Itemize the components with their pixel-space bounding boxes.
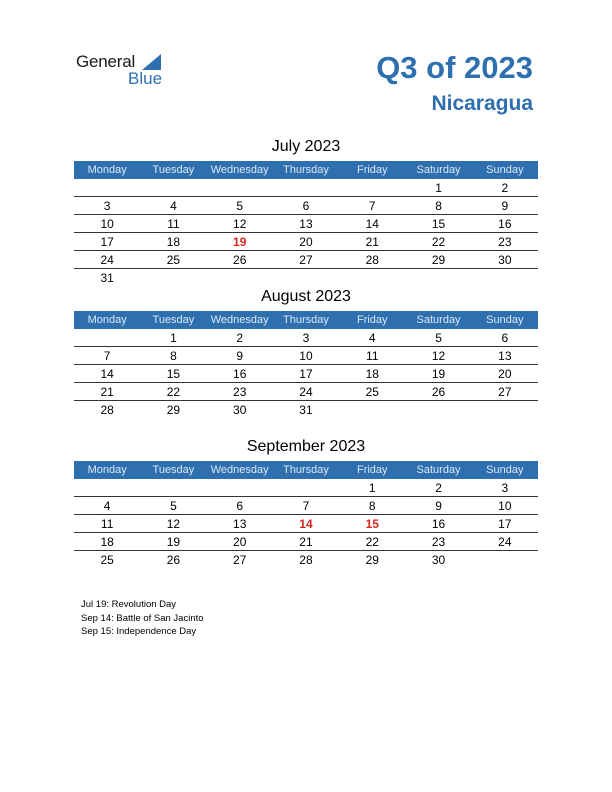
day-cell: 16: [431, 516, 446, 531]
day-cell: 14: [100, 366, 114, 381]
day-cell: 6: [236, 498, 244, 513]
day-cell: 25: [166, 252, 181, 267]
day-cell: 4: [170, 198, 177, 213]
day-cell: 9: [236, 348, 244, 363]
weekday-label: Friday: [356, 314, 388, 326]
week-row: [74, 533, 538, 551]
day-cell: 6: [302, 198, 310, 213]
day-cell: 24: [498, 534, 512, 549]
day-cell: 1: [368, 480, 376, 495]
day-cell: 12: [233, 216, 247, 231]
day-cell: 12: [166, 516, 181, 531]
day-cell: 11: [100, 516, 114, 531]
day-cell: 16: [233, 366, 247, 381]
day-cell: 18: [100, 534, 114, 549]
day-cell: 22: [166, 384, 181, 399]
week-row: [74, 329, 538, 347]
day-cell: 2: [236, 330, 244, 345]
day-cell: 3: [501, 480, 509, 495]
day-cell: 11: [167, 216, 180, 231]
week-row: [74, 479, 538, 497]
day-cell: 18: [166, 234, 181, 249]
day-cell: 21: [100, 384, 114, 399]
week-row: [74, 197, 538, 215]
country-name: Nicaragua: [431, 92, 533, 115]
day-cell: 25: [365, 384, 379, 399]
month-august: [74, 286, 538, 418]
week-row: [74, 233, 538, 251]
day-cell: 17: [498, 516, 512, 531]
day-cell: 4: [103, 498, 111, 513]
weekday-label: Wednesday: [210, 164, 269, 176]
day-cell: 10: [299, 348, 313, 363]
holiday-note: Sep 15: Independence Day: [81, 626, 197, 637]
weekday-label: Sunday: [486, 314, 524, 326]
day-cell: 28: [365, 252, 379, 267]
day-cell: 24: [299, 384, 313, 399]
day-cell: 13: [498, 348, 512, 363]
day-cell: 3: [302, 330, 310, 345]
day-cell: 12: [431, 348, 446, 363]
day-cell: 7: [368, 198, 376, 213]
day-cell: 15: [166, 366, 181, 381]
day-cell: 29: [166, 402, 181, 417]
day-cell: 20: [498, 366, 512, 381]
weekday-label: Wednesday: [210, 314, 269, 326]
weekday-label: Thursday: [283, 314, 329, 326]
day-cell: 18: [365, 366, 379, 381]
day-cell: 28: [299, 552, 313, 567]
day-cell: 5: [236, 198, 244, 213]
weekday-label: Tuesday: [152, 464, 195, 476]
day-cell: 5: [435, 330, 442, 345]
day-cell: 21: [299, 534, 313, 549]
month-july: [74, 136, 538, 286]
weekday-label: Wednesday: [210, 464, 269, 476]
day-cell: 23: [498, 234, 512, 249]
day-cell: 30: [233, 402, 247, 417]
day-cell: 8: [368, 498, 376, 513]
day-cell: 29: [431, 252, 446, 267]
logo-triangle-icon: [142, 54, 161, 70]
day-cell: 16: [498, 216, 512, 231]
day-cell: 10: [100, 216, 114, 231]
day-cell: 13: [299, 216, 313, 231]
day-cell: 13: [233, 516, 247, 531]
week-row: [74, 179, 538, 197]
day-cell: 22: [431, 234, 446, 249]
week-row: [74, 551, 538, 568]
logo-blue-text: Blue: [128, 69, 163, 88]
day-cell: 15: [431, 216, 446, 231]
day-cell: 10: [498, 498, 512, 513]
week-row: [74, 251, 538, 269]
day-cell: 27: [498, 384, 512, 399]
weekday-header: [74, 311, 538, 329]
day-cell: 4: [368, 330, 376, 345]
day-cell: 30: [431, 552, 446, 567]
day-cell: 29: [365, 552, 379, 567]
week-row: [74, 401, 538, 418]
day-cell: 26: [233, 252, 247, 267]
day-cell: 2: [501, 180, 509, 195]
day-cell: 2: [435, 480, 442, 495]
day-cell: 30: [498, 252, 512, 267]
month-september: [74, 436, 538, 568]
month-grid: [74, 329, 538, 418]
day-cell: 27: [299, 252, 313, 267]
weekday-label: Tuesday: [152, 314, 195, 326]
logo: [76, 52, 186, 88]
day-cell: 28: [100, 402, 114, 417]
weekday-header: [74, 161, 538, 179]
weekday-label: Friday: [356, 164, 388, 176]
week-row: [74, 383, 538, 401]
weekday-header: [74, 461, 538, 479]
day-cell: 19: [166, 534, 181, 549]
week-row: [74, 269, 538, 286]
page-title: Q3 of 2023: [376, 50, 533, 85]
day-cell: 7: [103, 348, 111, 363]
day-cell: 24: [100, 252, 114, 267]
weekday-label: Saturday: [416, 464, 461, 476]
day-cell: 5: [170, 498, 177, 513]
day-cell: 11: [366, 348, 379, 363]
day-cell: 27: [233, 552, 247, 567]
day-cell: 9: [435, 498, 442, 513]
holiday-note: Sep 14: Battle of San Jacinto: [81, 612, 204, 624]
holiday-note: Jul 19: Revolution Day: [81, 599, 177, 610]
weekday-label: Monday: [87, 464, 127, 476]
week-row: [74, 515, 538, 533]
weekday-label: Monday: [87, 314, 127, 326]
day-cell: 14: [365, 216, 379, 231]
day-cell: 1: [435, 180, 442, 195]
day-cell: 21: [365, 234, 379, 249]
day-cell: 20: [299, 234, 313, 249]
logo-general-text: General: [76, 52, 136, 71]
day-cell: 14: [299, 516, 313, 531]
day-cell: 31: [299, 402, 313, 417]
weekday-label: Sunday: [486, 164, 524, 176]
day-cell: 15: [365, 516, 379, 531]
day-cell: 1: [170, 330, 177, 345]
weekday-label: Monday: [87, 164, 127, 176]
week-row: [74, 215, 538, 233]
weekday-label: Tuesday: [152, 164, 195, 176]
week-row: [74, 497, 538, 515]
day-cell: 23: [431, 534, 446, 549]
month-title: August 2023: [261, 288, 351, 305]
day-cell: 26: [166, 552, 181, 567]
weekday-label: Thursday: [283, 464, 329, 476]
month-grid: [74, 479, 538, 568]
day-cell: 22: [365, 534, 379, 549]
day-cell: 7: [302, 498, 310, 513]
weekday-label: Sunday: [486, 464, 524, 476]
weekday-label: Friday: [356, 464, 388, 476]
day-cell: 25: [100, 552, 114, 567]
day-cell: 17: [100, 234, 114, 249]
day-cell: 20: [233, 534, 247, 549]
day-cell: 19: [431, 366, 446, 381]
day-cell: 6: [501, 330, 509, 345]
day-cell: 23: [233, 384, 247, 399]
day-cell: 26: [431, 384, 446, 399]
day-cell: 17: [299, 366, 313, 381]
day-cell: 9: [501, 198, 509, 213]
weekday-label: Saturday: [416, 164, 461, 176]
month-title: September 2023: [246, 438, 366, 455]
week-row: [74, 365, 538, 383]
week-row: [74, 347, 538, 365]
day-cell: 31: [100, 270, 114, 285]
day-cell: 8: [435, 198, 442, 213]
month-title: July 2023: [271, 138, 341, 155]
day-cell: 19: [233, 234, 247, 249]
weekday-label: Saturday: [416, 314, 461, 326]
day-cell: 3: [103, 198, 111, 213]
month-grid: [74, 179, 538, 286]
holiday-notes: [81, 598, 204, 639]
day-cell: 8: [170, 348, 177, 363]
weekday-label: Thursday: [283, 164, 329, 176]
